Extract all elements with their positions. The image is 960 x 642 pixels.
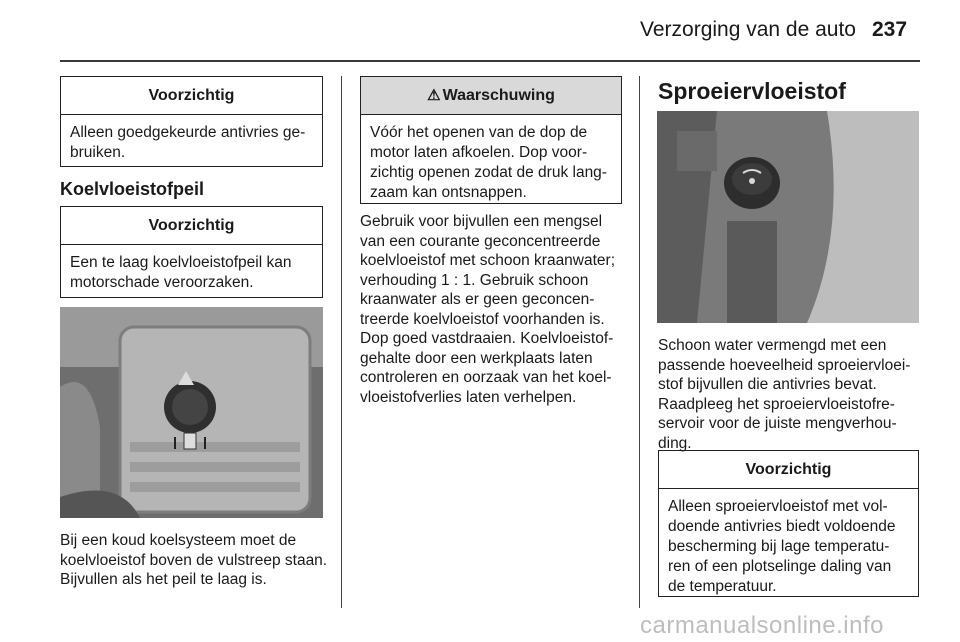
refill-instructions-text: Gebruik voor bijvullen een mengsel van een courante geconcentreerde koelvloeistof met schoon kraanwater; verhouding 1 : 1. Gebruik schoon kraanwater als er geen geconcen-treerde koelvloeistof voorhanden is. Dop goed vastdraaien. Koelvloeistof-gehalte door een werkplaats laten controleren en oorzaak van het koel-vloeistofverlies laten verhelpen. xyxy=(360,213,616,406)
page-number: 237 xyxy=(872,18,908,41)
section-heading-washer-fluid: Sproeiervloeistof xyxy=(658,78,846,104)
column-divider-1 xyxy=(341,76,342,608)
coolant-reservoir-photo xyxy=(60,307,323,518)
caution-text: Alleen sproeiervloeistof met vol-doende antivries biedt voldoende bescherming bij lage temperatu-ren of een plotselinge daling van de temperatuur. xyxy=(668,498,896,595)
section-title: Verzorging van de auto xyxy=(640,18,856,41)
caution-box-washer xyxy=(658,450,919,597)
caution-box-coolant-level xyxy=(60,206,323,298)
coolant-reservoir-illustration xyxy=(60,307,323,518)
caution-title: Voorzichtig xyxy=(659,451,918,489)
watermark-text: carmanualsonline.info xyxy=(640,612,884,639)
warning-title: Waarschuwing xyxy=(442,87,555,104)
caution-title: Voorzichtig xyxy=(61,77,322,115)
header-divider xyxy=(60,60,920,62)
caution-text: Alleen goedgekeurde antivries ge-bruiken. xyxy=(70,124,306,161)
warning-header xyxy=(361,77,621,115)
washer-reservoir-photo xyxy=(657,111,919,323)
column-divider-2 xyxy=(639,76,640,608)
warning-box xyxy=(360,76,622,204)
coolant-instruction-text: Bij een koud koelsysteem moet de koelvloeistof boven de vulstreep staan. Bijvullen als het peil te laag is. xyxy=(60,532,328,588)
warning-triangle-icon: ⚠ xyxy=(427,87,441,104)
caution-box-antifreeze xyxy=(60,76,323,167)
caution-title: Voorzichtig xyxy=(61,207,322,245)
caution-text: Een te laag koelvloeistofpeil kan motorschade veroorzaken. xyxy=(70,254,292,291)
washer-reservoir-illustration xyxy=(657,111,919,323)
section-heading-coolant: Koelvloeistofpeil xyxy=(60,179,205,199)
washer-fluid-text: Schoon water vermengd met een passende hoeveelheid sproeiervloei-stof bijvullen die antivries bevat. Raadpleeg het sproeiervloeistofre-servoir voor de juiste mengverhou-ding. xyxy=(658,337,911,452)
warning-text: Vóór het openen van de dop de motor laten afkoelen. Dop voor-zichtig openen zodat de druk lang-zaam kan ontsnappen. xyxy=(370,124,607,201)
